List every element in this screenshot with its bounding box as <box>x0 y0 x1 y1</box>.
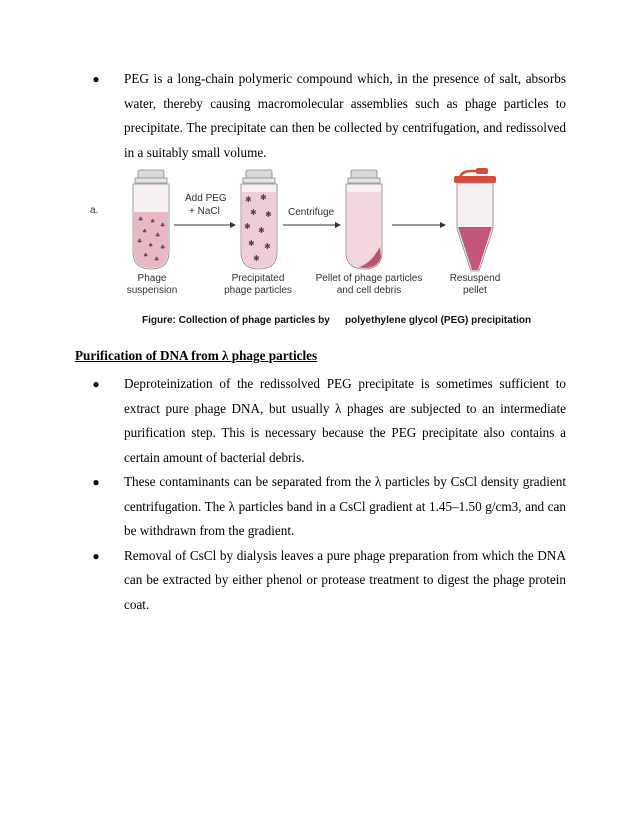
svg-text:♠: ♠ <box>148 242 154 249</box>
tube-resuspended <box>454 168 496 271</box>
list-item <box>88 470 566 544</box>
bullet-icon: ● <box>92 475 100 489</box>
svg-text:Resuspend: Resuspend <box>449 273 501 284</box>
svg-text:✱: ✱ <box>250 208 257 217</box>
svg-text:Centrifuge: Centrifuge <box>288 207 335 218</box>
tube-pellet <box>346 170 382 269</box>
svg-text:♣: ♣ <box>160 244 166 251</box>
arrow-centrifuge <box>283 207 341 228</box>
svg-text:♣: ♣ <box>154 256 160 263</box>
svg-text:✱: ✱ <box>265 210 272 219</box>
svg-text:suspension: suspension <box>126 285 178 296</box>
svg-text:pellet: pellet <box>463 285 487 296</box>
figure-caption-part2: polyethylene glycol (PEG) precipitation <box>345 315 532 326</box>
svg-text:♣: ♣ <box>155 232 161 239</box>
bullet-icon: ● <box>92 548 100 563</box>
figure-caption-part1: Figure: Collection of phage particles by <box>142 315 330 326</box>
peg-precipitation-figure <box>88 167 568 332</box>
bullet-list-purification <box>88 372 566 617</box>
svg-text:♣: ♣ <box>138 216 144 223</box>
bullet-icon: ● <box>92 72 100 86</box>
bullet-icon: ● <box>92 377 100 391</box>
svg-text:✱: ✱ <box>253 254 260 263</box>
tube-phage-suspension <box>133 170 169 269</box>
svg-text:♠: ♠ <box>143 252 149 259</box>
bullet-list-peg <box>88 67 566 165</box>
section-heading: Purification of DNA from λ phage particles <box>75 348 318 363</box>
svg-text:✱: ✱ <box>264 242 271 251</box>
list-item <box>88 544 566 618</box>
svg-text:♣: ♣ <box>160 222 166 229</box>
svg-text:♠: ♠ <box>150 218 156 225</box>
svg-text:✱: ✱ <box>260 193 267 202</box>
svg-text:✱: ✱ <box>244 222 251 231</box>
svg-text:Pellet of phage particles: Pellet of phage particles <box>315 273 423 284</box>
svg-text:♣: ♣ <box>137 238 143 245</box>
svg-text:phage particles: phage particles <box>224 285 292 296</box>
bullet-text: Removal of CsCl by dialysis leaves a pure phage preparation from which the DNA can be extracted by either phenol or protease treatment to digest the phage protein coat. <box>124 547 566 612</box>
svg-text:✱: ✱ <box>258 226 265 235</box>
bullet-text: PEG is a long-chain polymeric compound which, in the presence of salt, absorbs water, thereby causing macromolecular assemblies such as phage particles to precipitate. The precipitate can then be collected by centrifugation, and redissolved in a suitably small volume. <box>124 71 566 160</box>
svg-text:♠: ♠ <box>142 228 148 235</box>
svg-text:Precipitated: Precipitated <box>231 273 285 284</box>
svg-text:and cell debris: and cell debris <box>336 285 402 296</box>
svg-text:✱: ✱ <box>248 239 255 248</box>
svg-text:Add PEG: Add PEG <box>185 193 227 204</box>
arrow-add-peg <box>174 193 236 228</box>
svg-text:✱: ✱ <box>245 195 252 204</box>
svg-text:+ NaCl: + NaCl <box>189 206 220 217</box>
list-item <box>88 372 566 470</box>
tube-labels <box>127 273 501 296</box>
tube-precipitated <box>241 170 277 269</box>
bullet-text: These contaminants can be separated from the λ particles by CsCl density gradient centrifugation. The λ particles band in a CsCl gradient at 1.45–1.50 g/cm3, and can be withdrawn from the gradient. <box>124 474 566 538</box>
panel-letter: a. <box>90 205 99 216</box>
svg-text:Phage: Phage <box>137 273 167 284</box>
list-item <box>88 67 566 165</box>
bullet-text: Deproteinization of the redissolved PEG precipitate is sometimes sufficient to extract pure phage DNA, but usually λ phages are subjected to an intermediate purification step. This is necessary because the PEG precipitate also contains a certain amount of bacterial debris. <box>124 376 566 465</box>
arrow-resuspend <box>392 222 446 228</box>
